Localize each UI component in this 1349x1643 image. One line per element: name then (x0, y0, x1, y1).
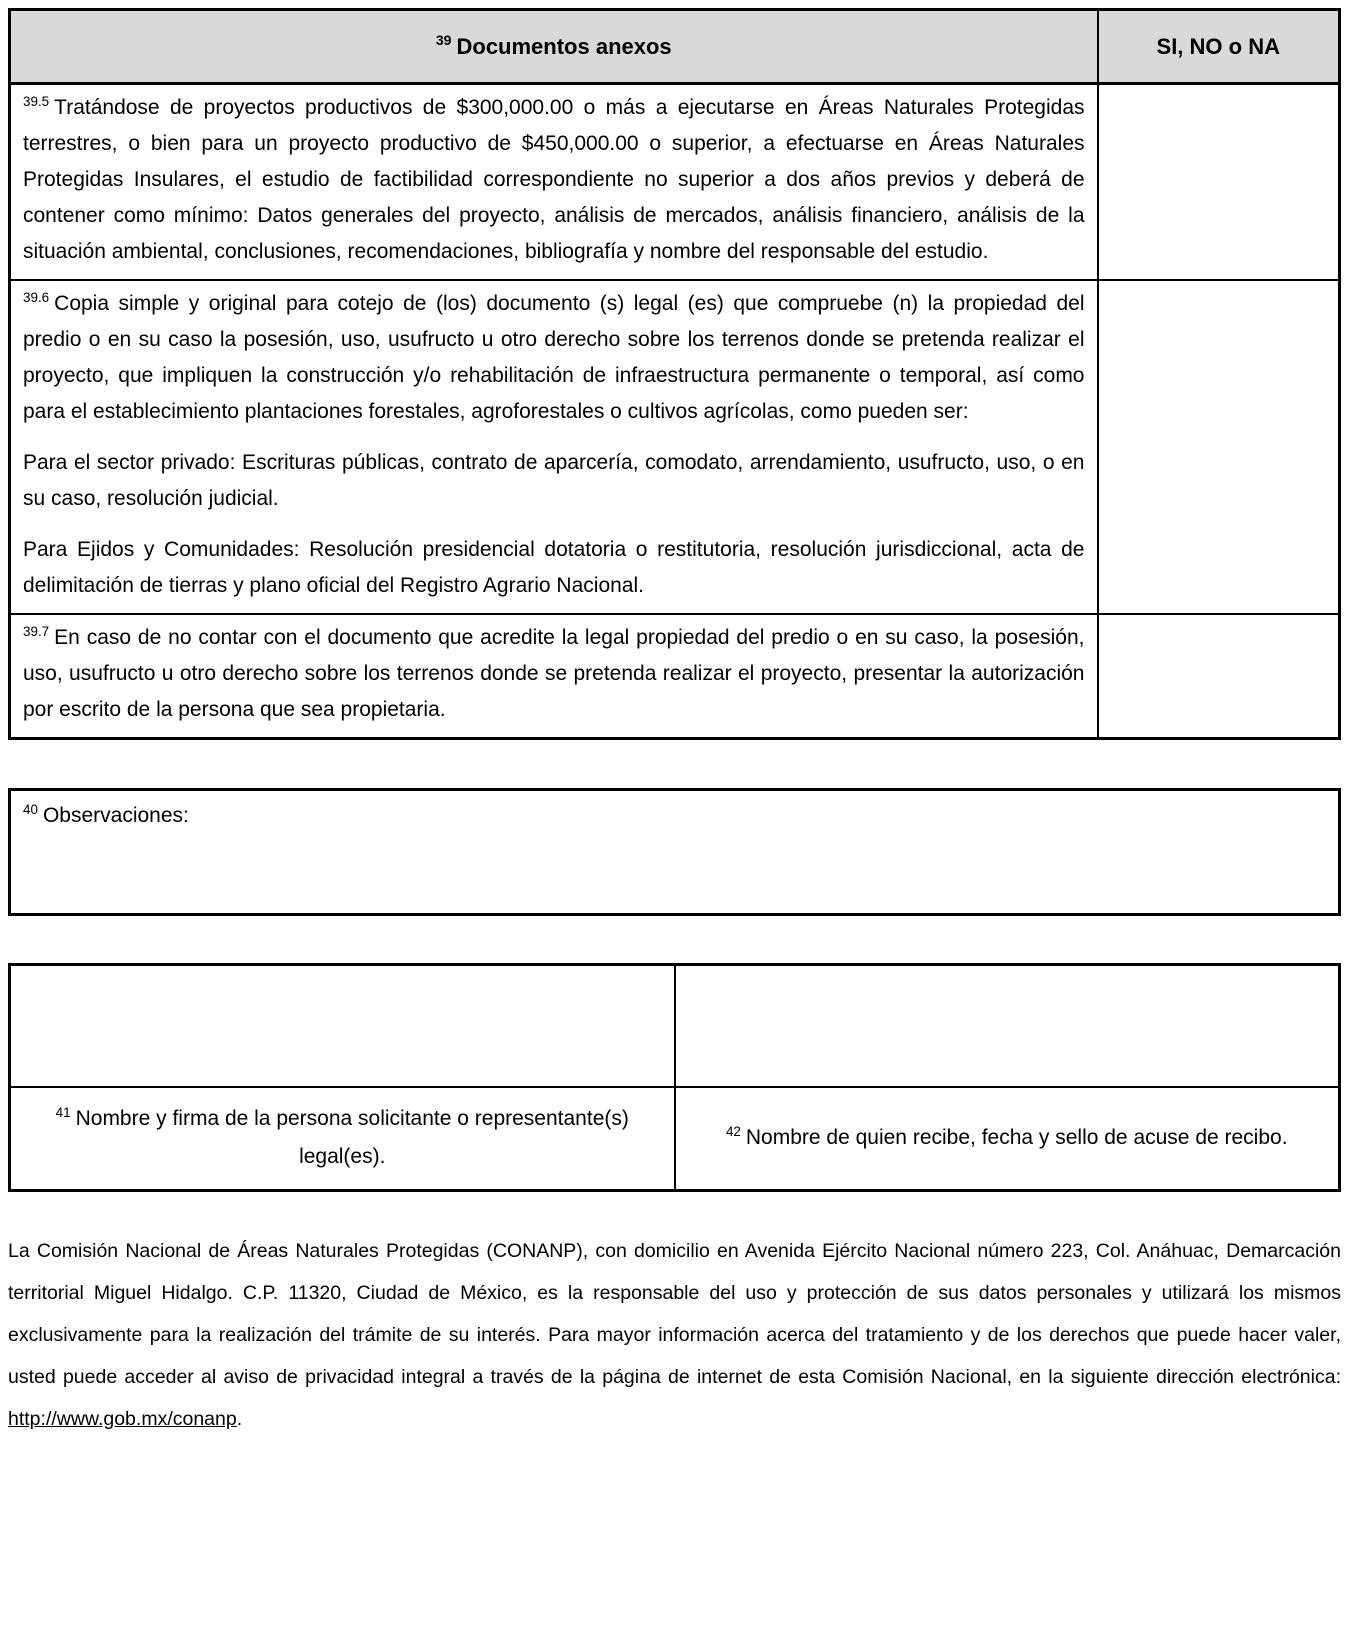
answer-cell-39-7[interactable] (1098, 614, 1340, 739)
table-header-row (10, 10, 1340, 84)
observaciones-label-text: Observaciones: (42, 804, 189, 827)
privacy-notice-period: . (236, 1408, 243, 1430)
observaciones-box (8, 788, 1341, 916)
signature-space-solicitante[interactable] (10, 965, 675, 1087)
observaciones-label (23, 799, 1326, 833)
paragraph (23, 620, 1085, 728)
table-header-title: Documentos anexos (456, 33, 672, 59)
signature-table (8, 963, 1341, 1192)
requirement-text-39-6 (10, 280, 1098, 614)
requirement-description: Para Ejidos y Comunidades: Resolución presidencial dotatoria o restitutoria, resolución jurisdiccional, acta de delimitación de tierras y plano oficial del Registro Agrario Nacional. (23, 538, 1085, 597)
requirement-description: Copia simple y original para cotejo de (los) documento (s) legal (es) que compruebe (n) la propiedad del predio o en su caso la posesión, uso, usufructo u otro derecho sobre los terrenos donde se pretenda realizar el proyecto, que impliquen la construcción y/o rehabilitación de infraestructura permanente o temporal, así como para el establecimiento plantaciones forestales, agroforestales o cultivos agrícolas, como pueden ser: (23, 292, 1085, 423)
signature-label-solicitante-text: Nombre y firma de la persona solicitante o representante(s) legal(es). (75, 1107, 629, 1169)
privacy-notice-text: La Comisión Nacional de Áreas Naturales Protegidas (CONANP), con domicilio en Avenida Ejército Nacional número 223, Col. Anáhuac, Demarcación territorial Miguel Hidalgo. C.P. 11320, Ciudad de México, es la responsable del uso y protección de sus datos personales y utilizará los mismos exclusivamente para la realización del trámite de su interés. Para mayor información acerca del tratamiento y de los derechos que puede hacer valer, usted puede acceder al aviso de privacidad integral a través de la página de internet de esta Comisión Nacional, en la siguiente dirección electrónica: (8, 1240, 1341, 1388)
documentos-anexos-table (8, 8, 1341, 740)
signature-label-row (10, 1087, 1340, 1191)
paragraph (23, 90, 1085, 270)
requirement-description: Tratándose de proyectos productivos de $300,000.00 o más a ejecutarse en Áreas Naturales Protegidas terrestres, o bien para un proyecto productivo de $450,000.00 o superior, a efectuarse en Áreas Naturales Protegidas Insulares, el estudio de factibilidad correspondiente no superior a dos años previos y deberá de contener como mínimo: Datos generales del proyecto, análisis de mercados, análisis financiero, análisis de la situación ambiental, conclusiones, recomendaciones, bibliografía y nombre del responsable del estudio. (23, 96, 1085, 263)
item-ref-number: 39.6 (23, 290, 50, 305)
table-row-39-6 (10, 280, 1340, 614)
table-row-39-5 (10, 84, 1340, 281)
signature-label-solicitante (10, 1087, 675, 1191)
signature-space-receptor[interactable] (675, 965, 1340, 1087)
conanp-website-link[interactable]: http://www.gob.mx/conanp (8, 1408, 237, 1430)
observaciones-input-area[interactable] (23, 833, 1326, 903)
table-row-39-7 (10, 614, 1340, 739)
observaciones-ref-number: 40 (23, 802, 38, 817)
item-ref-number: 39.5 (23, 94, 50, 109)
item-ref-number: 39.7 (23, 624, 50, 639)
privacy-notice (8, 1230, 1341, 1440)
header-ref-number: 39 (435, 32, 452, 49)
signature-label-receptor-text: Nombre de quien recibe, fecha y sello de acuse de recibo. (745, 1126, 1288, 1150)
answer-cell-39-5[interactable] (1098, 84, 1340, 281)
requirement-description: En caso de no contar con el documento que acredite la legal propiedad del predio o en su caso, la posesión, uso, usufructo u otro derecho sobre los terrenos donde se pretenda realizar el proyecto, presentar la autorización por escrito de la persona que sea propietaria. (23, 626, 1085, 721)
answer-cell-39-6[interactable] (1098, 280, 1340, 614)
signature-ref-number-41: 41 (55, 1105, 71, 1121)
signature-space-row (10, 965, 1340, 1087)
paragraph (23, 445, 1085, 517)
paragraph (23, 286, 1085, 430)
table-header-documentos (10, 10, 1098, 84)
table-header-respuesta: SI, NO o NA (1098, 10, 1340, 84)
signature-ref-number-42: 42 (725, 1124, 741, 1140)
signature-label-receptor (675, 1087, 1340, 1191)
paragraph (23, 532, 1085, 604)
requirement-description: Para el sector privado: Escrituras públicas, contrato de aparcería, comodato, arrendamiento, usufructo, uso, o en su caso, resolución judicial. (23, 451, 1085, 510)
requirement-text-39-5 (10, 84, 1098, 281)
requirement-text-39-7 (10, 614, 1098, 739)
